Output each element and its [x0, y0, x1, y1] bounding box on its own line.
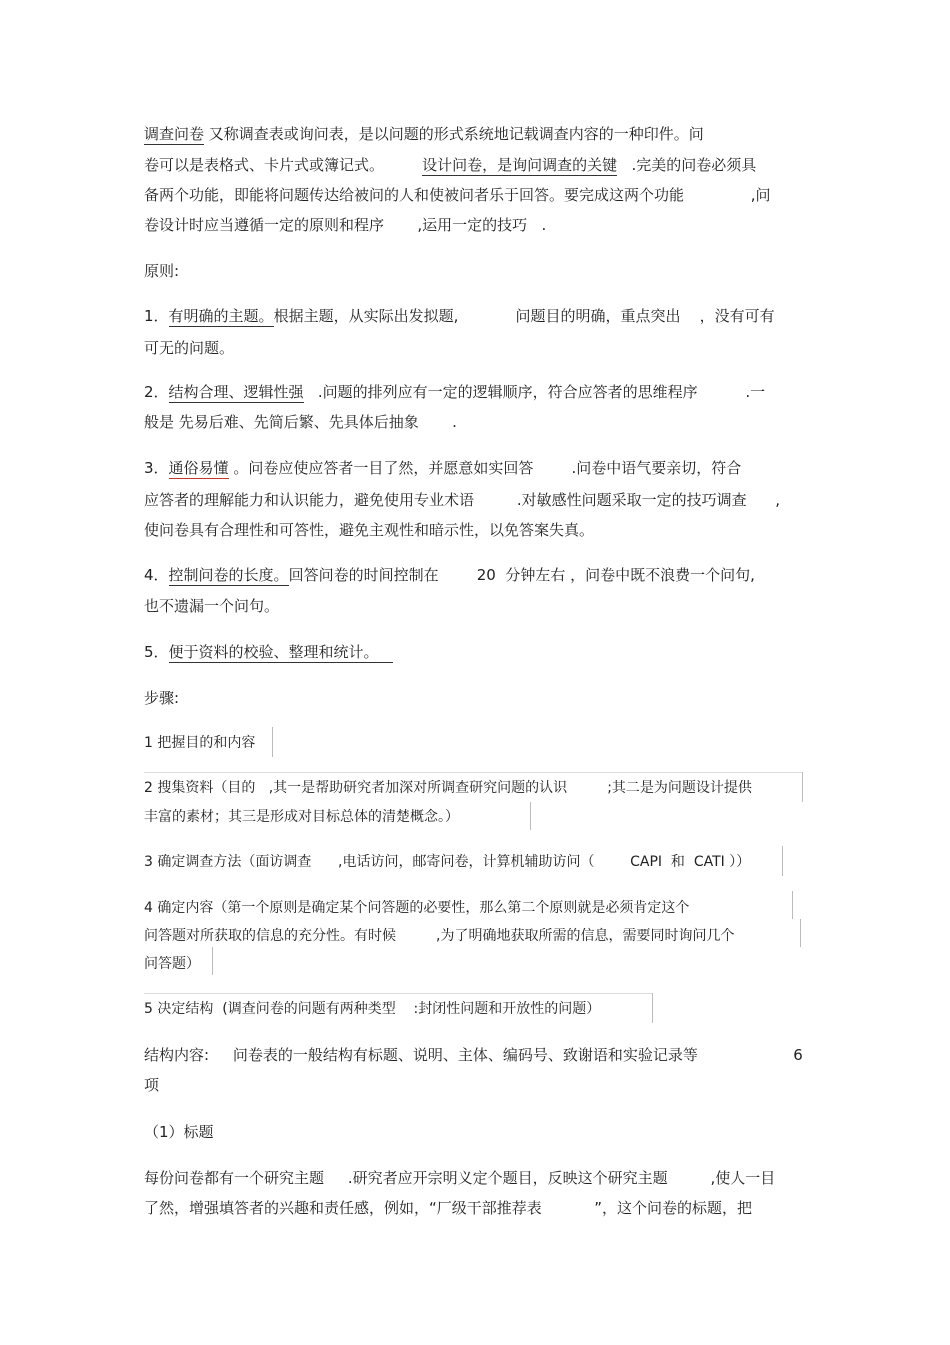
principle-title: 有明确的主题。	[168, 307, 274, 325]
principle-text: .问题的排列应有一定的逻辑顺序，符合应答者的思维程序 .一	[303, 383, 766, 401]
intro-text: 又称调查表或询问表，是以问题的形式系统地记载调查内容的一种印件。问	[204, 125, 704, 143]
principle-1	[144, 306, 775, 326]
principle-text: 回答问卷的时间控制在 20 分钟左右 ，问卷中既不浪费一个问句,	[288, 566, 755, 584]
principle-4	[144, 565, 755, 585]
principle-title: 便于资料的校验、整理和统计。	[168, 643, 393, 661]
principle-5	[144, 642, 393, 662]
step-4-cont-2: 问答题）	[144, 956, 200, 972]
term-questionnaire: 调查问卷	[144, 125, 205, 143]
structure-line-1: 结构内容: 问卷表的一般结构有标题、说明、主体、编码号、致谢语和实验记录等 6	[144, 1046, 803, 1064]
step-5: 5 决定结构 (调查问卷的问题有两种类型 :封闭性问题和开放性的问题）	[144, 1001, 601, 1017]
intro-text: 卷可以是表格式、卡片式或簿记式。	[144, 156, 423, 174]
structure-line-2: 项	[144, 1076, 160, 1094]
principle-number: 3．	[144, 459, 169, 477]
intro-text: .完美的问卷必须具	[617, 156, 757, 174]
step-4-cont-1: 问答题对所获取的信息的充分性。有时候 ,为了明确地获取所需的信息，需要同时询问几个	[144, 928, 735, 944]
step-3: 3 确定调查方法（面访调查 ,电话访问，邮寄问卷，计算机辅助访问（ CAPI 和 CATI ））	[144, 854, 751, 870]
key-phrase: 设计问卷，是询问调查的关键	[422, 156, 618, 174]
steps-heading: 步骤:	[144, 689, 180, 707]
principle-3-cont-1: 应答者的理解能力和认识能力，避免使用专业术语 .对敏感性问题采取一定的技巧调查 ,	[144, 491, 781, 509]
principle-title: 控制问卷的长度。	[168, 566, 289, 584]
intro-line-2	[144, 155, 756, 175]
step-divider	[144, 993, 652, 994]
title-text-1: 每份问卷都有一个研究主题 .研究者应开宗明义定个题目，反映这个研究主题 ,使人一目	[144, 1169, 776, 1187]
principle-2	[144, 382, 765, 402]
principle-text: 根据主题，从实际出发拟题, 问题目的明确，重点突出 ，没有可有	[273, 307, 775, 325]
principle-1-cont: 可无的问题。	[144, 339, 235, 357]
principles-heading: 原则:	[144, 262, 180, 280]
principle-title: 通俗易懂	[168, 459, 229, 477]
intro-line-1	[144, 124, 704, 144]
intro-line-3: 备两个功能，即能将问题传达给被问的人和使被问者乐于回答。要完成这两个功能 ,问	[144, 186, 771, 204]
principle-3	[144, 458, 741, 478]
principle-number: 4．	[144, 566, 169, 584]
step-1: 1 把握目的和内容	[144, 735, 256, 751]
title-text-2: 了然，增强填答者的兴趣和责任感，例如，“厂级干部推荐表 ”，这个问卷的标题，把	[144, 1199, 752, 1217]
principle-3-cont-2: 使问卷具有合理性和可答性，避免主观性和暗示性，以免答案失真。	[144, 521, 595, 539]
principle-number: 1．	[144, 307, 169, 325]
principle-4-cont: 也不遗漏一个问句。	[144, 597, 280, 615]
title-heading: （1）标题	[144, 1123, 214, 1141]
principle-text: 。问卷应使应答者一目了然，并愿意如实回答 .问卷中语气要亲切，符合	[228, 459, 742, 477]
step-4: 4 确定内容（第一个原则是确定某个问答题的必要性，那么第二个原则就是必须肯定这个	[144, 900, 690, 916]
step-2: 2 搜集资料（目的 ,其一是帮助研究者加深对所调查研究问题的认识 ;其二是为问题设计提供	[144, 780, 752, 796]
principle-number: 5．	[144, 643, 169, 661]
principle-number: 2．	[144, 383, 169, 401]
step-2-cont: 丰富的素材；其三是形成对目标总体的清楚概念。）	[144, 809, 459, 825]
principle-2-cont: 般是 先易后难、先简后繁、先具体后抽象 .	[144, 413, 457, 431]
principle-title: 结构合理、逻辑性强	[168, 383, 304, 401]
intro-line-4: 卷设计时应当遵循一定的原则和程序 ,运用一定的技巧 .	[144, 216, 547, 234]
